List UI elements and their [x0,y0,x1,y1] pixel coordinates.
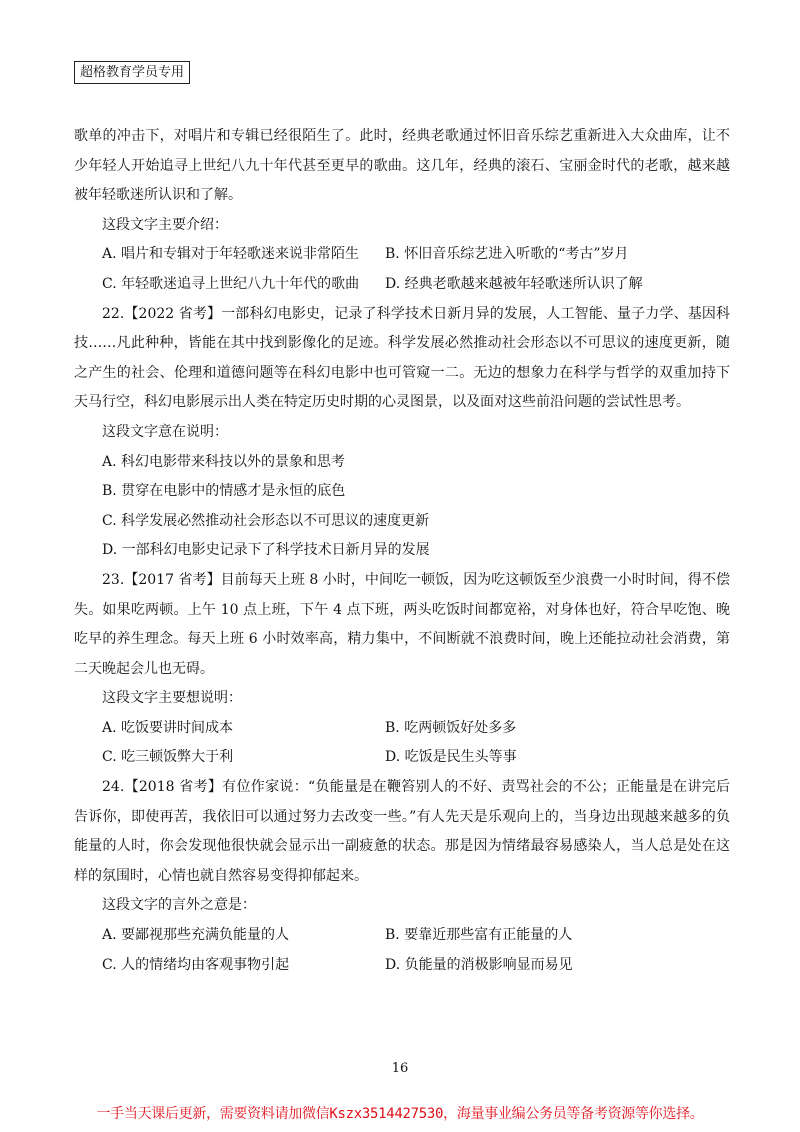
q24-option-c: C. 人的情绪均由客观事物引起 [102,956,290,973]
q23-options-row-1 [74,714,730,744]
intro-option-d: D. 经典老歌越来越被年轻歌迷所认识了解 [385,275,643,292]
q22-passage: 22.【2022 省考】一部科幻电影史，记录了科学技术日新月异的发展，人工智能、量子力学、基因科技……凡此种种，皆能在其中找到影像化的足迹。科学发展必然推动社会形态以不可思议的速度更新，随之产生的社会、伦理和道德问题等在科幻电影中也可管窥一二。无边的想象力在科学与哲学的双重加持下天马行空，科幻电影展示出人类在特定历史时期的心灵图景，以及面对这些前沿问题的尝试性思考。 [74,305,730,411]
q24-options-row-2 [74,951,730,981]
q23-option-b: B. 吃两顿饭好处多多 [385,719,517,736]
header-label: 超格教育学员专用 [74,61,190,84]
page-content [74,122,730,980]
intro-option-a: A. 唱片和专辑对于年轻歌迷来说非常陌生 [102,246,360,263]
q23-options-row-2 [74,743,730,773]
q22-option-b: B. 贯穿在电影中的情感才是永恒的底色 [102,483,346,500]
q23-passage: 23.【2017 省考】目前每天上班 8 小时，中间吃一顿饭，因为吃这顿饭至少浪费一小时时间，得不偿失。如果吃两顿。上午 10 点上班，下午 4 点下班，两头吃饭时间都宽裕，对身体也好，符合早吃饱、晚吃早的养生理念。每天上班 6 小时效率高，精力集中，不间断就不浪费时间，晚上还能拉动社会消费，第二天晚起会儿也无碍。 [74,571,730,677]
intro-options-row-1 [74,240,730,270]
q22-option-d: D. 一部科幻电影史记录下了科学技术日新月异的发展 [102,542,430,559]
intro-option-c: C. 年轻歌迷追寻上世纪八九十年代的歌曲 [102,275,360,292]
intro-prompt: 这段文字主要介绍： [102,216,228,233]
page-number: 16 [391,1061,409,1076]
q22-prompt: 这段文字意在说明： [102,423,228,440]
q23-prompt: 这段文字主要想说明： [102,690,242,707]
q22-option-a: A. 科幻电影带来科技以外的景象和思考 [102,453,346,470]
q24-option-d: D. 负能量的消极影响显而易见 [385,956,573,973]
q24-options-row-1 [74,921,730,951]
q24-option-a: A. 要鄙视那些充满负能量的人 [102,927,290,944]
q23-option-d: D. 吃饭是民生头等事 [385,749,517,766]
q24-passage: 24.【2018 省考】有位作家说：“负能量是在鞭笞别人的不好、责骂社会的不公；正能量是在讲完后告诉你，即使再苦，我依旧可以通过努力去改变一些。”有人先天是乐观向上的，当身边出现越来越多的负能量的人时，你会发现他很快就会显示出一副疲惫的状态。那是因为情绪最容易感染人，当人总是处在这样的氛围时，心情也就自然容易变得抑郁起来。 [74,779,730,884]
intro-option-b: B. 怀旧音乐综艺进入听歌的“考古”岁月 [385,246,629,263]
intro-passage: 歌单的冲击下，对唱片和专辑已经很陌生了。此时，经典老歌通过怀旧音乐综艺重新进入大众曲库，让不少年轻人开始追寻上世纪八九十年代甚至更早的歌曲。这几年，经典的滚石、宝丽金时代的老歌，越来越被年轻歌迷所认识和了解。 [74,128,730,204]
footer-note: 一手当天课后更新，需要资料请加微信Kszx3514427530，海量事业编公务员等备考资源等你选择。 [96,1106,704,1122]
intro-options-row-2 [74,270,730,300]
q24-option-b: B. 要靠近那些富有正能量的人 [385,927,573,944]
q24-prompt: 这段文字的言外之意是： [102,897,256,914]
q22-option-c: C. 科学发展必然推动社会形态以不可思议的速度更新 [102,512,430,529]
q23-option-a: A. 吃饭要讲时间成本 [102,719,234,736]
q23-option-c: C. 吃三顿饭弊大于利 [102,749,234,766]
